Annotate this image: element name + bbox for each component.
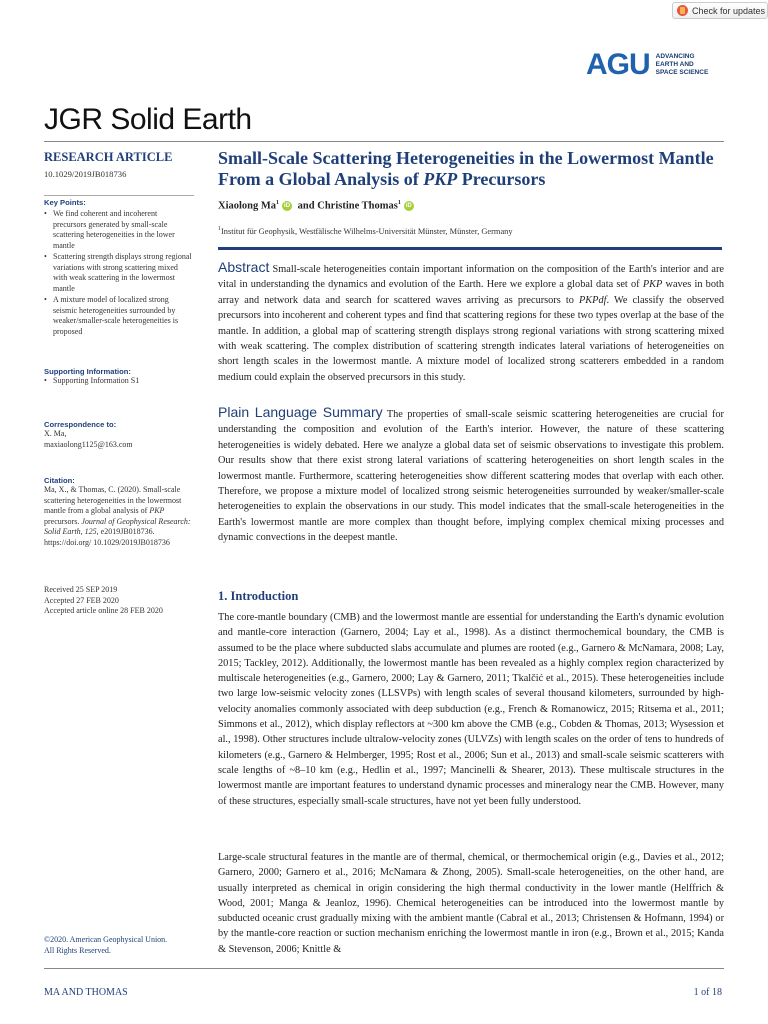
author-affiliation-sup: 1 [397, 200, 401, 206]
agu-tagline-line: EARTH AND [655, 61, 694, 68]
citation [44, 476, 192, 548]
journal-name: JGR Solid Earth [44, 103, 252, 136]
supporting-information [44, 367, 192, 388]
received-date: Received 25 SEP 2019 [44, 585, 118, 594]
key-points-heading: Key Points: [44, 198, 86, 207]
agu-tagline-line: SPACE SCIENCE [655, 69, 709, 76]
accepted-date: Accepted 27 FEB 2020 [44, 595, 119, 605]
author-conjunction: and [297, 200, 315, 212]
header-divider [44, 141, 724, 142]
affiliation-text: Institut für Geophysik, Westfälische Wilhelms-Universität Münster, Münster, Germany [221, 226, 513, 236]
copyright-line: All Rights Reserved. [44, 945, 111, 955]
section-heading-introduction: 1. Introduction [218, 589, 299, 603]
key-point-item: • Scattering strength displays strong regional variations with strong scattering mixed with weak scattering in the lowermost mantle [44, 252, 192, 294]
affiliation [218, 226, 513, 236]
author-list [218, 200, 417, 212]
citation-heading: Citation: [44, 476, 75, 485]
agu-logo-tagline [656, 53, 709, 77]
agu-logo [586, 48, 736, 82]
agu-tagline-line: ADVANCING [655, 53, 695, 60]
introduction-paragraph: Large-scale structural features in the mantle are of thermal, chemical, or thermochemical origin (e.g., Davies et al., 2012; Garnero, 2000; Garnero et al., 2016; McNamara & Zhong, 2005). Small-scale heterogeneities, on the other hand, are usually interpreted as chemical in origin considering the high thermal conductivity in the lower mantle (Helffrich & Wood, 2001; Manga & Jeanloz, 1996). Chemical heterogeneities can be introduced into the lowermost mantle by subducted oceanic crust gradually mixing with the ambient mantle (Cabral et al., 2013; Christensen & Hofmann, 1994) or by the mantle-core reaction or suction mechanism enriching the lowermost mantle in iron (e.g., Brown et al., 2015; Kanda & Stevenson, 2006; Knittle & [218, 852, 724, 955]
correspondence-name: X. Ma, [44, 429, 67, 438]
key-points-list [44, 209, 192, 337]
sidebar-divider [44, 195, 194, 196]
page-number: 1 of 18 [693, 987, 722, 998]
article-dates [44, 585, 204, 617]
citation-text [44, 485, 192, 548]
supporting-information-link[interactable]: • Supporting Information S1 [44, 376, 192, 387]
title-divider [218, 247, 722, 250]
plain-language-summary [218, 405, 724, 546]
citation-text-part: e2019JB018736. https://doi.org/ 10.1029/2019JB018736 [44, 527, 170, 547]
plain-language-summary-text: The properties of small-scale seismic scattering heterogeneities are crucial for understanding the composition and evolution of the Earth's interior. However, the nature of these scattering heterogeneities is widely debated. Here we analyze a global data set of seismic observations to investigate this problem. Our results show that there exist strong lateral variations of scattering heterogeneities on short length scales in the lowermost mantle. Furthermore, scattering heterogeneities show different scattering modes that overlap with each other. Therefore, we propose a mixture model of localized strong seismic heterogeneities surrounded by weaker/smaller-scale heterogeneities to explain the observations in our study. This model indicates that the small-scale heterogeneities in the Earth's lowermost mantle are more complex than thought before, implying complex chemical mixing processes and dynamic convections in the deepest mantle. [218, 409, 724, 544]
article-title [218, 148, 728, 190]
supporting-information-heading: Supporting Information: [44, 367, 131, 376]
correspondence-email[interactable]: maxiaolong1125@163.com [44, 439, 133, 449]
author-name: Christine Thomas [317, 200, 398, 212]
footer-divider [44, 968, 724, 969]
title-text: Small-Scale Scattering Heterogeneities in the Lowermost Mantle From a Global Analysis of [218, 148, 714, 189]
agu-logo-mark: AGU [586, 48, 650, 81]
key-points [44, 198, 192, 338]
citation-text-part: precursors. [44, 516, 82, 526]
abstract-text: waves in both array and network data and search for scattered waves arriving as precursors to [218, 279, 724, 306]
citation-text-italic: PKP [149, 506, 165, 515]
abstract-text: Small-scale heterogeneities contain important information on the composition of the Earth's interior and are vital in understanding the dynamics and evolution of the Earth. Here we explore a global data set of [218, 264, 724, 291]
affiliation-sup: 1 [218, 226, 221, 232]
correspondence [44, 420, 192, 450]
check-for-updates-label: Check for updates [692, 5, 766, 16]
crossmark-icon [677, 5, 688, 16]
citation-text-part: Ma, X., & Thomas, C. (2020). Small-scale scattering heterogeneities in the lowermost mantle from a global analysis of [44, 485, 182, 515]
abstract-italic: PKPdf [579, 294, 607, 306]
key-point-item: • We find coherent and incoherent precursors generated by small-scale scattering heterogeneities in the lower mantle [44, 209, 192, 251]
footer-authors: MA AND THOMAS [44, 987, 128, 998]
abstract-italic: PKP [642, 279, 663, 291]
correspondence-heading: Correspondence to: [44, 420, 117, 429]
author-affiliation-sup: 1 [276, 200, 280, 206]
title-italic: PKP [423, 169, 458, 189]
title-text: Precursors [457, 169, 546, 189]
article-type: RESEARCH ARTICLE [44, 150, 173, 164]
online-date: Accepted article online 28 FEB 2020 [44, 606, 163, 615]
check-for-updates-button[interactable] [672, 2, 768, 19]
plain-language-summary-heading: Plain Language Summary [218, 404, 383, 420]
abstract [218, 260, 724, 385]
orcid-icon[interactable]: iD [405, 203, 412, 210]
doi[interactable]: 10.1029/2019JB018736 [44, 169, 127, 179]
supporting-information-list [44, 376, 192, 387]
copyright-line: ©2020. American Geophysical Union. [44, 935, 168, 944]
author-name: Xiaolong Ma [218, 200, 277, 212]
orcid-icon[interactable]: iD [284, 203, 291, 210]
introduction-paragraph: The core-mantle boundary (CMB) and the lowermost mantle are essential for understanding the Earth's dynamic evolution and mantle-core interaction (Garnero, 2004; Lay et al., 1998). As a distinct thermochemical boundary, the CMB is assumed to be the place where subducted slabs accumulate and plumes are rooted (e.g., Garnero & McNamara, 2008; Lay, 2015; Tackley, 2012). Additionally, the lowermost mantle has been revealed as a highly complex region characterized by multiscale heterogeneities (e.g., Garnero, 2000; Lay & Garnero, 2011; Tkalčić et al., 2015). These heterogeneities include two large low-seismic velocity zones (LLSVPs) with length scales of several thousand kilometers, surrounded by high-velocity anomalies commonly associated with deep subduction (e.g., French & Romanowicz, 2015; Ritsema et al., 2011; Simmons et al., 2012), which display reflectors at ~300 km above the CMB (e.g., Cobden & Thomas, 2013; Wysession et al., 1998). Other structures include ultralow-velocity zones (ULVZs) with length scales on the order of tens to hundreds of kilometers (e.g., Garnero & Helmberger, 1995; Rost et al., 2006; Sun et al., 2013) and small-scale seismic scatterers with scale lengths of ~8–10 km (e.g., Hedlin et al., 1997; Mancinelli & Shearer, 2013). These multiscale structures in the lowermost mantle are important features to understand dynamic processes and mineralogy near the CMB. However, many of these structures, especially small-scale structures, have not yet been fully understood. [218, 612, 724, 807]
abstract-heading: Abstract [218, 259, 270, 275]
citation-journal: Journal of Geophysical Research: Solid Earth, 125, [44, 516, 191, 536]
copyright [44, 935, 204, 956]
abstract-text: . We classify the observed precursors into incoherent and coherent types and find that scattering regions for these two types overlap at the base of the mantle. In addition, a global map of scattering strength displays strong regional variations with strong scattering mixed with weak scattering. The complex distribution of scattering strength indicates lateral variations of heterogeneities on short length scales in the lowermost mantle. A mixture model of localized strong scatterers embedded in a random medium could explain the observed precursors in this study. [218, 294, 724, 383]
key-point-item: • A mixture model of localized strong seismic heterogeneities surrounded by weaker/smaller-scale heterogeneities is proposed [44, 295, 192, 337]
